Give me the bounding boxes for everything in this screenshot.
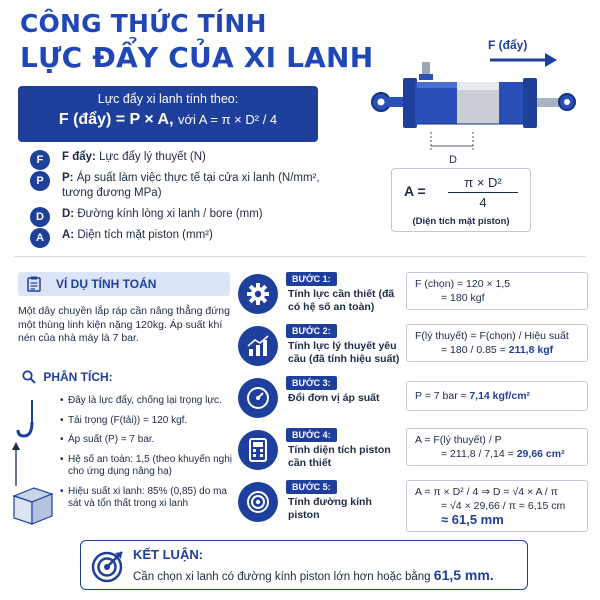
target-icon [246,490,270,514]
force-label: F (đẩy) [488,38,528,52]
step-5-badge [238,482,278,522]
diameter-label: D [449,154,457,166]
chart-icon [246,334,270,358]
step-5-result: ≈ 61,5 mm [441,512,504,527]
step-5-label: BƯỚC 5: [286,480,337,494]
gauge-icon [246,386,270,410]
definition-text: Lực đẩy lý thuyết (N) [99,151,206,163]
step-3-result: 7,14 kgf/cm² [469,390,531,402]
badge-d: D [30,207,50,227]
analysis-item: • Đây là lực đẩy, chống lại trọng lực. [60,395,240,408]
badge-p: P [30,171,50,191]
definition-text: Diện tích mặt piston (mm²) [77,229,213,241]
step-1-calc [406,272,588,310]
formula-intro: Lực đẩy xi lanh tính theo: [97,92,239,106]
analysis-item: • Hệ số an toàn: 1,5 (theo khuyến nghị cho ứng dụng nâng hạ) [60,454,240,479]
step-2 [238,324,588,370]
step-1-label: BƯỚC 1: [286,272,337,286]
step-3-expr: P = 7 bar ≈ [415,390,467,402]
area-denominator: 4 [479,195,487,210]
step-2-calc [406,324,588,362]
gear-icon [246,282,270,306]
step-1 [238,272,588,318]
hook-load-icon [8,400,56,530]
step-4-label: BƯỚC 4: [286,428,337,442]
step-1-title: Tính lực cần thiết (đã có hệ số an toàn) [288,288,395,313]
definitions-list [30,150,330,249]
definition-label: P: [62,172,74,184]
step-4-title: Tính diện tích piston cần thiết [288,444,391,469]
step-4-calc [406,428,588,466]
example-header [18,272,230,296]
step-1-badge [238,274,278,314]
step-1-line-1: F (chọn) = 120 × 1,5 [415,278,511,290]
analysis-item: • Hiệu suất xi lanh: 85% (0,85) do ma sát và tổn thất trong xi lanh [60,486,240,511]
area-numerator: π × D² [448,175,518,193]
definition-text: Áp suất làm việc thực tế tại cửa xi lanh (N/mm², tương đương MPa) [62,172,320,199]
step-4-line-2 [415,447,579,461]
title-line-2: LỰC ĐẨY CỦA XI LANH [20,41,374,74]
analysis-list [60,395,240,518]
definition-text: Đường kính lòng xi lanh / bore (mm) [77,208,263,220]
force-arrow-icon [490,53,557,67]
definition-label: D: [62,208,75,220]
step-2-title: Tính lực lý thuyết yêu cầu (đã tính hiệu suất) [288,340,400,365]
step-3-title: Đổi đơn vị áp suất [288,392,380,404]
conclusion-box [80,540,528,590]
step-2-badge [238,326,278,366]
step-3-calc [406,381,588,411]
area-fraction [448,175,518,210]
step-4-expr: = 211,8 / 7,14 = [441,448,514,460]
definition-label: A: [62,229,75,241]
section-divider [14,256,586,257]
target-arrow-icon [91,549,125,583]
formula-force: F (đẩy) = P × A, [58,111,174,128]
area-note: (Diện tích mặt piston) [412,216,510,227]
example-body: Một dây chuyền lắp ráp cần nâng thẳng đứng một thùng linh kiện nặng 120kg. Áp suất khí nén của nhà máy là 7 bar. [18,305,230,344]
step-3 [238,376,588,422]
step-2-line-2 [415,343,579,357]
step-3-badge [238,378,278,418]
step-4 [238,428,588,474]
conclusion-sentence: Cần chọn xi lanh có đường kính piston lớn hơn hoặc bằng [133,571,431,583]
step-5-line-2: = √4 × 29,66 / π = 6,15 cm [441,500,566,512]
step-5-title: Tính đường kính piston [288,496,372,521]
calculator-icon [246,438,270,462]
step-2-label: BƯỚC 2: [286,324,337,338]
magnifier-icon [22,370,36,384]
definition-p [30,171,330,201]
badge-a: A [30,228,50,248]
formula-main [18,111,318,129]
definition-label: F đẩy: [62,151,96,163]
analysis-header [22,370,113,384]
area-formula-box [391,168,531,232]
step-5-calc [406,480,588,532]
definition-d [30,207,330,222]
title-line-1: CÔNG THỨC TÍNH [20,9,267,38]
analysis-item: • Áp suất (P) = 7 bar. [60,434,240,447]
analysis-header-text: PHÂN TÍCH: [43,370,113,384]
badge-f: F [30,150,50,170]
clipboard-icon [26,276,42,292]
step-1-line-2: = 180 kgf [441,292,485,304]
cylinder-illustration [345,40,585,170]
page-title [20,8,373,76]
example-header-text: VÍ DỤ TÍNH TOÁN [56,277,157,291]
step-2-result: 211,8 kgf [508,344,554,356]
conclusion-header: KẾT LUẬN: [133,547,204,562]
step-4-line-1: A = F(lý thuyết) / P [415,434,502,446]
definition-f [30,150,330,165]
step-3-label: BƯỚC 3: [286,376,337,390]
formula-area: với A = π × D² / 4 [178,112,278,127]
conclusion-value: 61,5 mm. [433,567,494,583]
conclusion-text [133,567,494,583]
step-5 [238,480,588,526]
area-lhs: A = [404,183,426,199]
formula-banner [18,86,318,142]
analysis-item: • Tải trọng (F(tải)) = 120 kgf. [60,415,240,428]
definition-a [30,228,330,243]
step-5-line-1: A = π × D² / 4 ⇒ D = √4 × A / π [415,486,558,498]
step-2-expr: = 180 / 0.85 = [441,344,506,356]
step-2-line-1: F(lý thuyết) = F(chọn) / Hiệu suất [415,330,569,342]
step-4-badge [238,430,278,470]
step-4-result: 29,66 cm² [516,448,565,460]
